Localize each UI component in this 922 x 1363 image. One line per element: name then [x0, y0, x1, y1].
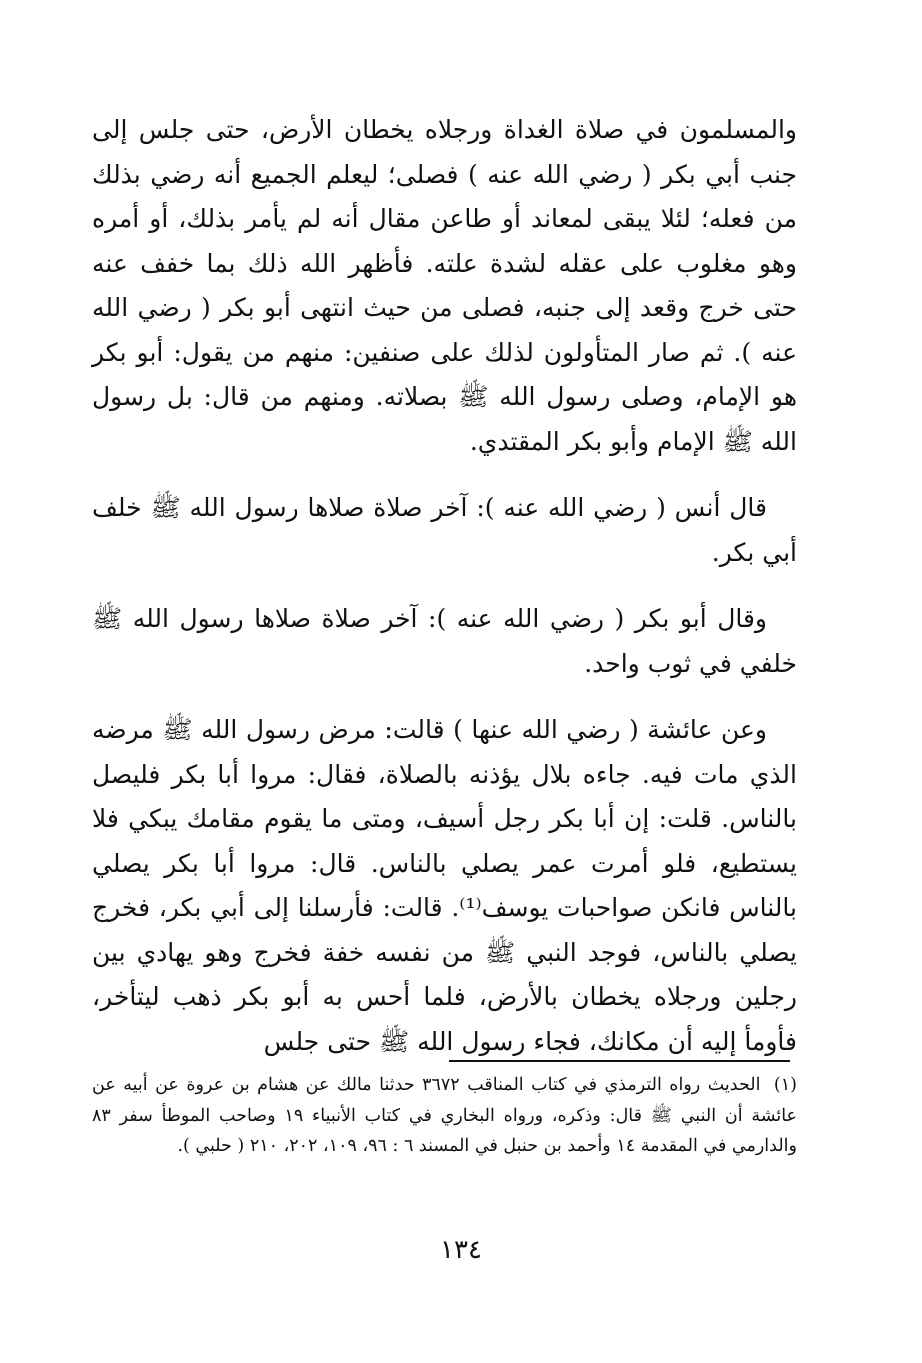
paragraph-3: وقال أبو بكر ( رضي الله عنه ): آخر صلاة صلاها رسول الله ﷺ خلفي في ثوب واحد.	[92, 604, 797, 678]
page-number: ١٣٤	[440, 1235, 482, 1265]
paragraph-4: وعن عائشة ( رضي الله عنها ) قالت: مرض رسول الله ﷺ مرضه الذي مات فيه. جاءه بلال يؤذنه بالصلاة، فقال: مروا أبا بكر فليصل بالناس. قلت: إن أبا بكر رجل أسيف، ومتى ما يقوم مقامك يبكي فلا يستطيع، فلو أمرت عمر يصلي بالناس. قال: مروا أبا بكر يصلي بالناس فانكن صواحبات يوسف⁽¹⁾. قالت: فأرسلنا إلى أبي بكر، فخرج يصلي بالناس، فوجد النبي ﷺ من نفسه خفة فخرج وهو يهادي بين رجلين ورجلاه يخطان بالأرض، فلما أحس به أبو بكر ذهب ليتأخر، فأومأ إليه أن مكانك، فجاء رسول الله ﷺ حتى جلس	[92, 715, 797, 1056]
footnote	[92, 1070, 797, 1162]
footnote-number: (١)	[773, 1075, 797, 1095]
paragraph-2: قال أنس ( رضي الله عنه ): آخر صلاة صلاها رسول الله ﷺ خلف أبي بكر.	[92, 493, 797, 567]
footnote-divider	[449, 1060, 790, 1062]
footnote-text: الحديث رواه الترمذي في كتاب المناقب ٣٦٧٢ حدثنا مالك عن هشام بن عروة عن أبيه عن عائشة أن النبي ﷺ قال: وذكره، ورواه البخاري في كتاب الأنبياء ١٩ وصاحب الموطأ سفر ٨٣ والدارمي في المقدمة ١٤ وأحمد بن حنبل في المسند ٦ : ٩٦، ١٠٩، ٢٠٢، ٢١٠ ( حلبي ).	[92, 1075, 797, 1156]
main-text	[92, 108, 797, 1086]
paragraph-1: والمسلمون في صلاة الغداة ورجلاه يخطان الأرض، حتى جلس إلى جنب أبي بكر ( رضي الله عنه ) فصلى؛ ليعلم الجميع أنه رضي بذلك من فعله؛ لئلا يبقى لمعاند أو طاعن مقال أنه لم يأمر بذلك، أو أمره وهو مغلوب على عقله لشدة علته. فأظهر الله ذلك بما خفف عنه حتى خرج وقعد إلى جنبه، فصلى من حيث انتهى أبو بكر ( رضي الله عنه ). ثم صار المتأولون لذلك على صنفين: منهم من يقول: أبو بكر هو الإمام، وصلى رسول الله ﷺ بصلاته. ومنهم من قال: بل رسول الله ﷺ الإمام وأبو بكر المقتدي.	[92, 115, 797, 456]
